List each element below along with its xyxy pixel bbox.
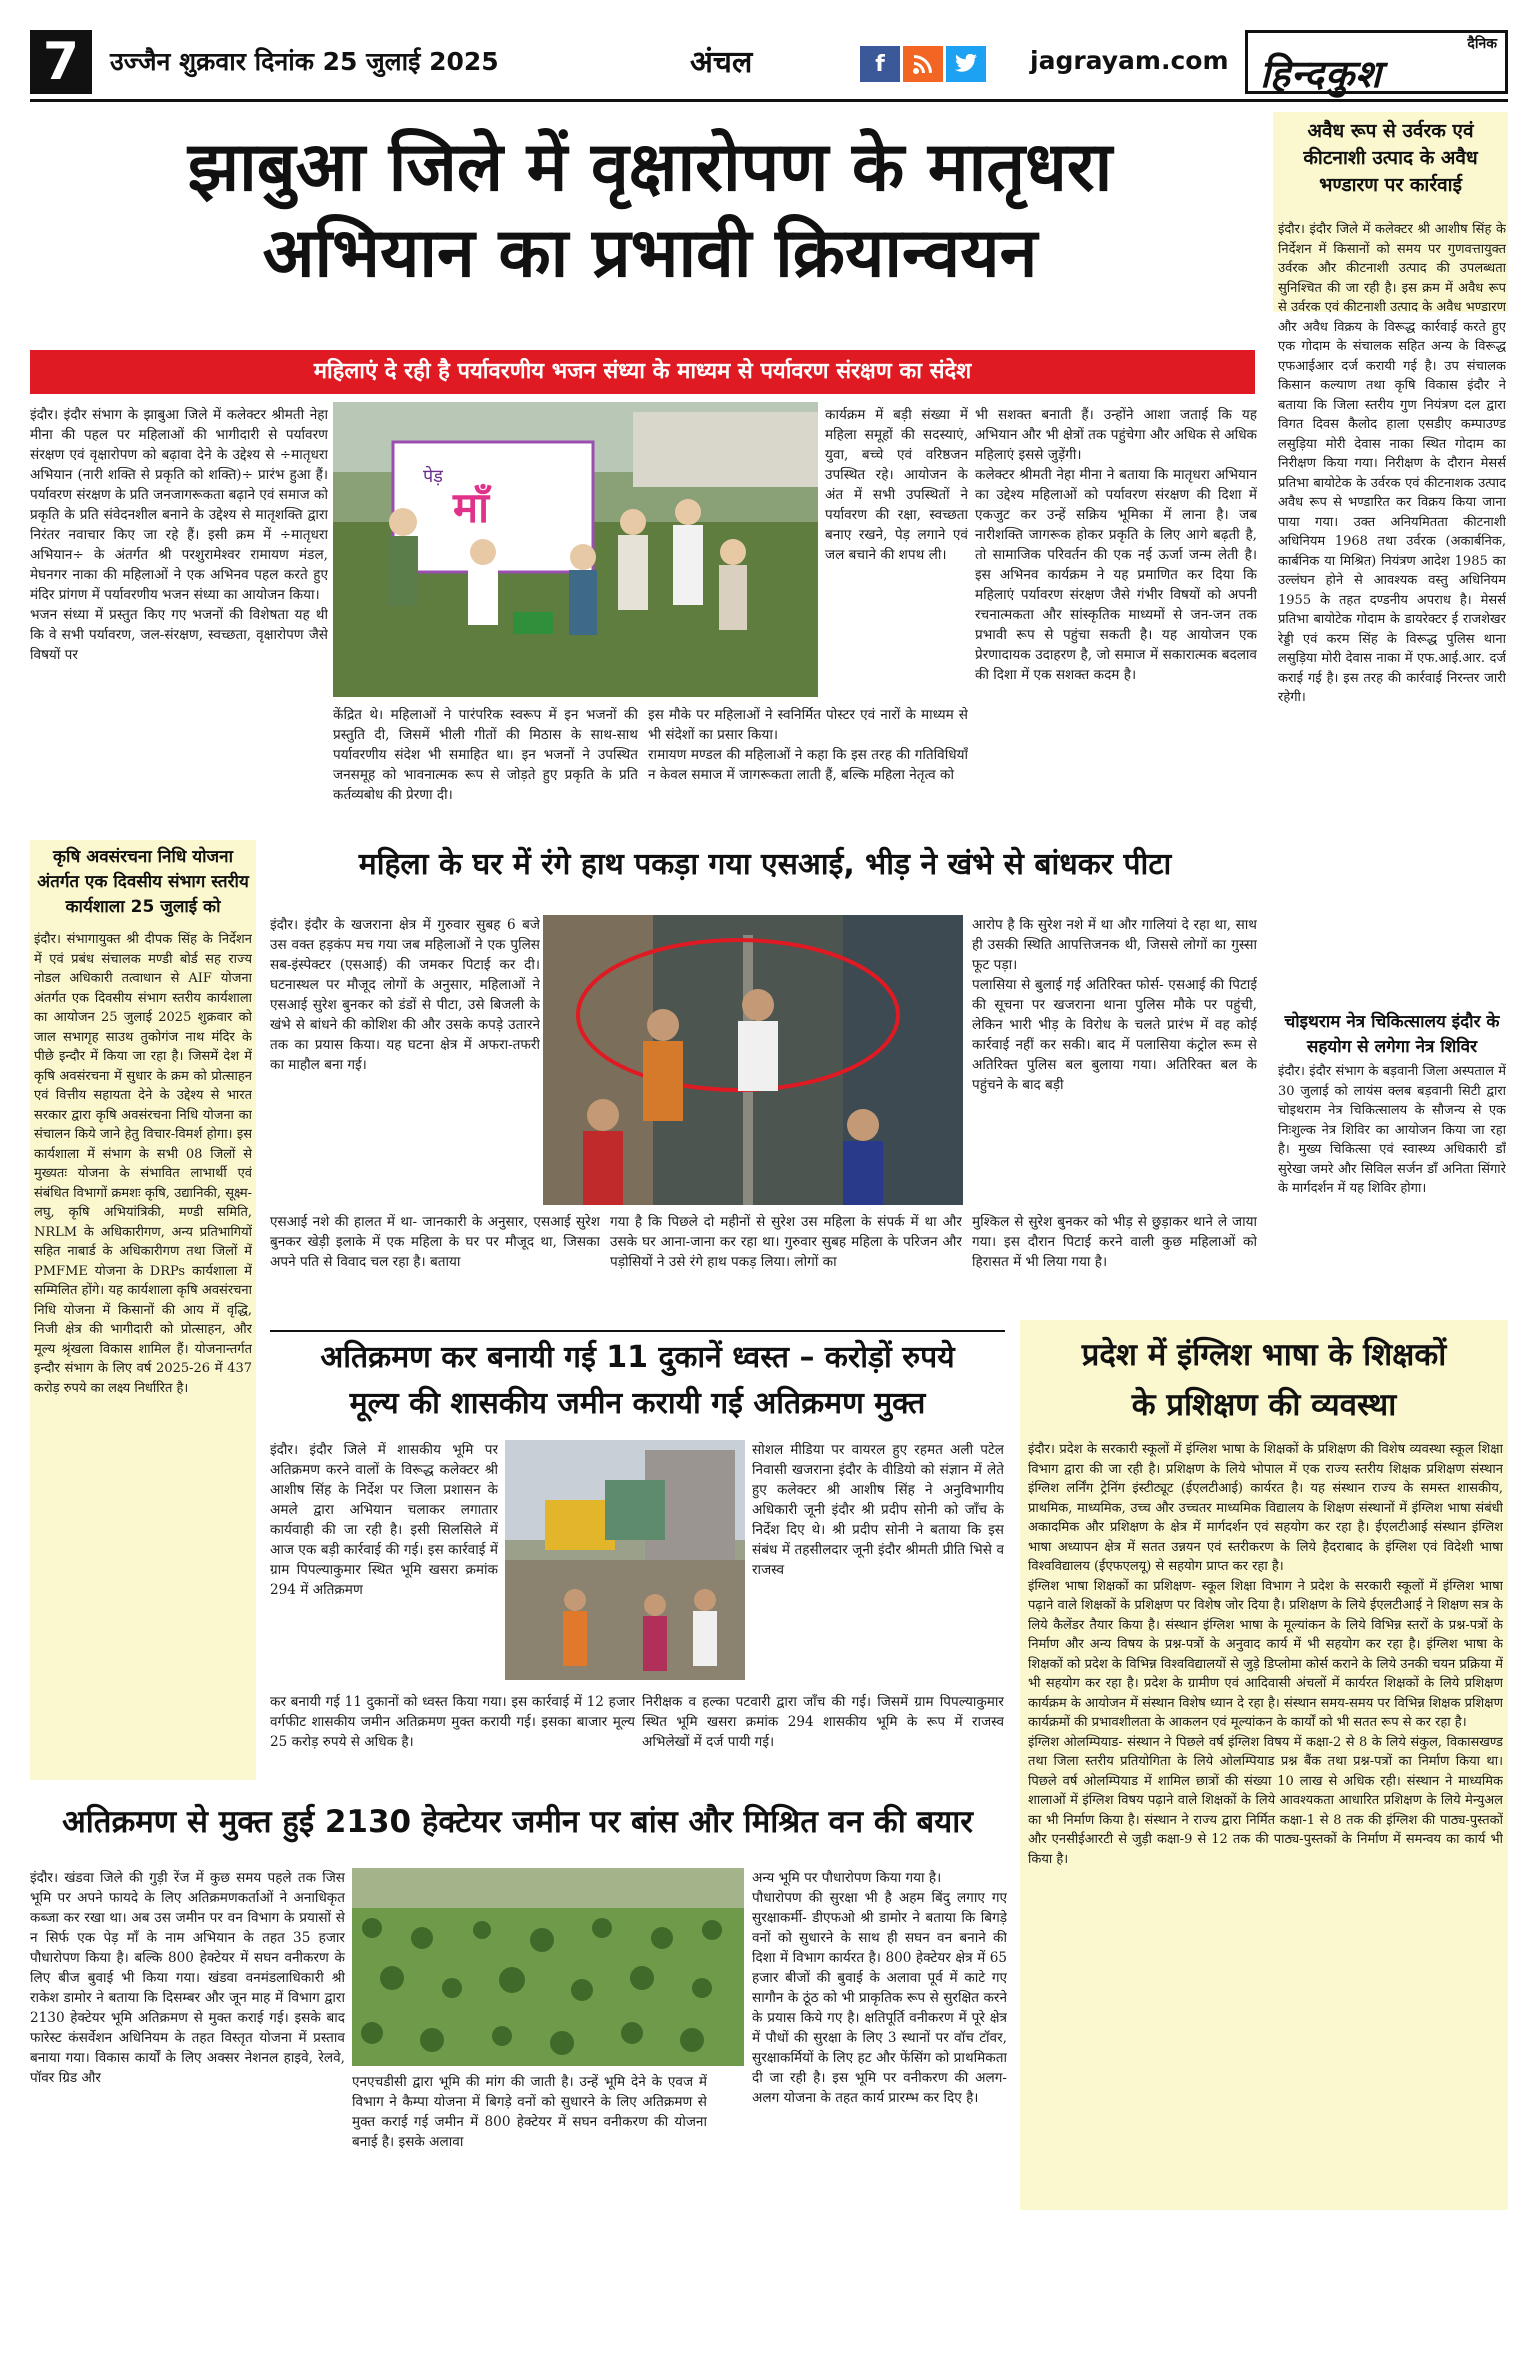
- lead-column-3-bottom: इस मौके पर महिलाओं ने स्वनिर्मित पोस्टर एवं नारों के माध्यम से भी संदेशों का प्रसार किया। रामायण मण्डल की महिलाओं ने कहा कि इस तरह की गतिविधियाँ न केवल समाज में जागरूकता लाती हैं, बल्कि महिला नेतृत्व को: [648, 707, 968, 783]
- facebook-icon[interactable]: f: [860, 46, 900, 82]
- si-story-column-2: गया है कि पिछले दो महीनों से सुरेश उस महिला के संपर्क में था और उसके घर आना-जाना कर रहा था। गुरुवार सुबह महिला के परिजन और पड़ोसियों ने उसे रंगे हाथ पकड़ लिया। लोगों का: [610, 1214, 962, 1270]
- demolition-illustration: [505, 1440, 745, 1680]
- si-story-column-3: आरोप है कि सुरेश नशे में था और गालियां दे रहा था, साथ ही उसकी स्थिति आपत्तिजनक थी, जिससे लोगों का गुस्सा फूट पड़ा। पलासिया से बुलाई गई अतिरिक्त फोर्स- एसआई की पिटाई की सूचना पर खजराना थाना पुलिस मौके पर पहुंची, लेकिन भारी भीड़ के विरोध के चलते प्रारंभ में वह कोई कार्रवाई नहीं कर सकी। बाद में पलासिया कंट्रोल रूम से अतिरिक्त पुलिस बल बुलाया गया। अतिरिक्त बल के पहुंचने के बाद बड़ी: [972, 917, 1257, 1093]
- agri-workshop-body: इंदौर। संभागायुक्त श्री दीपक सिंह के निर्देशन में एवं प्रबंध संचालक मण्डी बोर्ड सह राज्य नोडल अधिकारी तत्वाधान से AIF योजना अंतर्गत एक दिवसीय संभाग स्तरीय कार्यशाला का आयोजन 25 जुलाई 2025 शुक्रवार को जाल सभागृह साउथ तुकोगंज नाथ मंदिर के पीछे इन्दौर में किया जा रहा है। जिसमें देश में कृषि अवसंरचना में सुधार के क्रम को प्रोत्साहन एवं वित्तीय सहायता देने के उद्देश्य से भारत सरकार द्वारा कृषि अवसंरचना निधि योजना का संचालन किये जाने हेतु विचार-विमर्श होगा। इस कार्यशाला में संभाग के सभी 08 जिलों से मुख्यतः योजना के संभावित लाभार्थी एवं संबंधित विभागों क्रमशः कृषि, उद्यानिकी, सूक्ष्म-लघु, कृषि अभियांत्रिकी, मण्डी समिति, NRLM के अधिकारीगण, अन्य प्रतिभागियों सहित नाबार्ड के अधिकारीगण तथा जिलों में PMFME योजना के DRPs कार्यशाला में सम्मिलित होंगे। यह कार्यशाला कृषि अवसंरचना निधि योजना में किसानों की आय में वृद्धि, निजी क्षेत्र की भागीदारी को प्रोत्साहन, और मूल्य श्रृंखला विकास शामिल हैं। योजनान्तर्गत इन्दौर संभाग के लिए वर्ष 2025-26 में 437 करोड़ रुपये का लक्ष्य निर्धारित है।: [34, 932, 252, 1396]
- si-story-headline: महिला के घर में रंगे हाथ पकड़ा गया एसआई, भीड़ ने खंभे से बांधकर पीटा: [358, 847, 1172, 882]
- english-headline-line2: के प्रशिक्षण की व्यवस्था: [1131, 1387, 1397, 1423]
- brand-tag: दैनिक: [1467, 36, 1497, 52]
- lead-subhead: महिलाएं दे रही है पर्यावरणीय भजन संध्या के माध्यम से पर्यावरण संरक्षण का संदेश: [30, 350, 1255, 394]
- eye-camp-body: इंदौर। इंदौर संभाग के बड़वानी जिला अस्पताल में 30 जुलाई को लायंस क्लब बड़वानी सिटी द्वारा चोइथराम नेत्र चिकित्सालय के सौजन्य से एक निःशुल्क नेत्र शिविर का आयोजन किया जा रहा है। मुख्य चिकित्सा एवं स्वास्थ्य अधिकारी डॉं सुरेखा जमरे और सिविल सर्जन डॉं अनिता सिंगारे के मार्गदर्शन में यह शिविर होगा।: [1278, 1064, 1506, 1196]
- lead-column-3-top: कार्यक्रम में बड़ी संख्या में महिला समूहों की सदस्याएं, युवा, बच्चे एवं वरिष्ठजन उपस्थित रहे। आयोजन के अंत में सभी उपस्थितों ने पर्यावरण की रक्षा, स्वच्छता बनाए रखने, पेड़ लगाने एवं जल बचाने की शपथ ली।: [825, 407, 968, 563]
- divider: [270, 1330, 1005, 1332]
- si-story-photo: [543, 915, 963, 1205]
- english-story-headline: [1025, 1330, 1503, 1430]
- shops-headline-line2: मूल्य की शासकीय जमीन करायी गई अतिक्रमण मुक्त: [349, 1386, 926, 1421]
- shops-story-headline: [270, 1335, 1005, 1427]
- banner-text-mother: माँ: [453, 483, 489, 532]
- shops-headline-line1: अतिक्रमण कर बनायी गई 11 दुकानें ध्वस्त – करोड़ों रुपये: [320, 1340, 955, 1375]
- eye-camp-headline: चोइथराम नेत्र चिकित्सालय इंदौर के सहयोग से लगेगा नेत्र शिविर: [1284, 1012, 1500, 1057]
- forest-story-column-1: इंदौर। खंडवा जिले की गुड़ी रेंज में कुछ समय पहले तक जिस भूमि पर अपने फायदे के लिए अतिक्रमणकर्ताओं ने अनाधिकृत कब्जा कर रखा था। अब उस जमीन पर वन विभाग के प्रयासों से न सिर्फ एक पेड़ माँ के नाम अभियान के तहत 35 हजार पौधारोपण किया है। बल्कि 800 हेक्टेयर में सघन वनीकरण के लिए बीज बुवाई भी किया गया। खंडवा वनमंडलाधिकारी श्री राकेश डामोर ने बताया कि दिसम्बर और जून माह में विभाग द्वारा 2130 हेक्टेयर भूमि अतिक्रमण से मुक्त कराई गई। इसके बाद फारेस्ट कंसर्वेशन अधिनियम के तहत विस्तृत योजना में प्रस्ताव बनाया गया। विकास कार्यों के लिए अक्सर नेशनल हाइवे, रेलवे, पॉवर ग्रिड और: [30, 1870, 345, 2086]
- rss-icon[interactable]: [903, 46, 943, 82]
- lead-headline: [30, 125, 1270, 297]
- shops-story-column-3: सोशल मीडिया पर वायरल हुए रहमत अली पटेल निवासी खजराना इंदौर के वीडियो को संज्ञान में लेते हुए कलेक्टर श्री आशीष सिंह ने अनुविभागीय अधिकारी जूनी इंदौर श्री प्रदीप सोनी को जाँच के निर्देश दिए थे। श्री प्रदीप सोनी ने बताया कि इस संबंध में तहसीलदार जूनी इंदौर श्रीमती प्रीति भिसे व राजस्व: [752, 1442, 1004, 1578]
- forest-story-photo: [352, 1868, 744, 2066]
- si-story-column-1: इंदौर। इंदौर के खजराना क्षेत्र में गुरुवार सुबह 6 बजे उस वक्त हड़कंप मच गया जब महिलाओं ने एक पुलिस सब-इंस्पेक्टर (एसआई) की जमकर पिटाई कर दी। घटनास्थल पर मौजूद लोगों के अनुसार, महिलाओं ने एसआई सुरेश बुनकर को डंडों से पीटा, उसे बिजली के खंभे से बांधने की कोशिश की और उसके कपड़े उतारने तक का प्रयास किया। यह घटना क्षेत्र में अफरा-तफरी का माहौल बना गई।: [270, 917, 540, 1073]
- lead-photo-caption-column: केंद्रित थे। महिलाओं ने पारंपरिक स्वरूप में इन भजनों की प्रस्तुति दी, जिसमें भीली गीतों की मिठास के साथ-साथ पर्यावरणीय संदेश भी समाहित था। इन भजनों ने उपस्थित जनसमूह को भावनात्मक रूप से जोड़ते हुए प्रकृति के प्रति कर्तव्यबोध की प्रेरणा दी।: [333, 707, 638, 803]
- english-headline-line1: प्रदेश में इंग्लिश भाषा के शिक्षकों: [1081, 1337, 1447, 1373]
- forest-story-headline: अतिक्रमण से मुक्त हुई 2130 हेक्टेयर जमीन पर बांस और मिश्रित वन की बयार: [62, 1804, 973, 1840]
- shops-story-column-3b: निरीक्षक व हल्का पटवारी द्वारा जाँच की गई। जिसमें ग्राम पिपल्याकुमार स्थित भूमि खसरा क्रमांक 294 शासकीय भूमि के रूप में राजस्व अभिलेखों में दर्ज पायी गई।: [642, 1694, 1004, 1750]
- banner-text-tree: पेड़: [423, 466, 443, 487]
- lead-headline-line2: अभियान का प्रभावी क्रियान्वयन: [262, 214, 1038, 293]
- shops-story-column-wide: कर बनायी गई 11 दुकानों को ध्वस्त किया गया। इस कार्रवाई में 12 हजार वर्गफीट शासकीय जमीन अतिक्रमण मुक्त करायी गई। इसका बाजार मूल्य 25 करोड़ रुपये से अधिक है।: [270, 1694, 635, 1750]
- crowd-illustration: [543, 915, 963, 1205]
- page-number: 7: [30, 30, 92, 94]
- brand-name: हिन्दकुश: [1260, 52, 1382, 96]
- lead-column-4: भी सशक्त बनाती हैं। उन्होंने आशा जताई कि यह अभियान और भी क्षेत्रों तक पहुंचेगा और अधिक से अधिक महिलाएं इससे जुड़ेंगी। कलेक्टर श्रीमती नेहा मीना ने बताया कि मातृधरा अभियान का उद्देश्य महिलाओं को पर्यावरण संरक्षण की दिशा में एकजुट कर उन्हें सक्रिय भूमिका में लाना है। जब नारीशक्ति जागरूक होकर प्रकृति के लिए आगे बढ़ती है, तो सामाजिक परिवर्तन की एक नई ऊर्जा जन्म लेती है। इस अभिनव कार्यक्रम ने यह प्रमाणित कर दिया कि महिलाएं पर्यावरण संरक्षण जैसे गंभीर विषयों को अपनी रचनात्मकता और सांस्कृतिक माध्यमों से जन-जन तक प्रभावी रूप से पहुंचा सकती है। यह आयोजन एक प्रेरणादायक उदाहरण है, जो समाज में सकारात्मक बदलाव की दिशा में एक सशक्त कदम है।: [975, 407, 1257, 683]
- shops-story-photo: [505, 1440, 745, 1680]
- brand-logo: [1245, 30, 1508, 94]
- lead-headline-line1: झाबुआ जिले में वृक्षारोपण के मातृधरा: [187, 128, 1113, 207]
- fertilizer-story-headline: अवैध रूप से उर्वरक एवं कीटनाशी उत्पाद के अवैध भण्डारण पर कार्रवाई: [1303, 120, 1478, 196]
- website-link[interactable]: jagrayam.com: [1030, 46, 1229, 75]
- english-story-body: इंदौर। प्रदेश के सरकारी स्कूलों में इंग्लिश भाषा के शिक्षकों के प्रशिक्षण की विशेष व्यवस्था स्कूल शिक्षा विभाग द्वारा की जा रही है। प्रशिक्षण के लिये भोपाल में एक राज्य स्तरीय शिक्षक प्रशिक्षण संस्थान इंग्लिश लर्निंग ट्रेनिंग इंस्टीट्यूट (ईएलटीआई) कार्यरत है। यह संस्थान राज्य के समस्त शासकीय, प्राथमिक, माध्यमिक, उच्च और उच्चतर माध्यमिक विद्यालय के शिक्षण संस्थानों में इंग्लिश भाषा संबंधी अकादमिक और प्रशिक्षण के क्षेत्र में मार्गदर्शन एवं सहयोग कर रहा है। ईएलटीआई संस्थान इंग्लिश भाषा अध्यापन क्षेत्र में सतत उन्नयन एवं स्तरीकरण के लिये हैदराबाद के इंग्लिश एवं विदेशी भाषा विश्वविद्यालय (ईएफएलयू) से सहयोग प्राप्त कर रहा है। इंग्लिश भाषा शिक्षकों का प्रशिक्षण- स्कूल शिक्षा विभाग ने प्रदेश के सरकारी स्कूलों में इंग्लिश भाषा पढ़ाने वाले शिक्षकों के प्रशिक्षण पर विशेष जोर दिया है। प्रशिक्षण के लिये ईएलटीआई ने शिक्षण सत्र के लिये कैलेंडर तैयार किया है। संस्थान इंग्लिश भाषा के मूल्यांकन के लिये विभिन्न स्तरों के प्रश्न-पत्रों के निर्माण और अन्य विषय के प्रश्न-पत्रों के अनुवाद कार्य में भी सहयोग कर रहा है। इंग्लिश भाषा के शिक्षकों को प्रदेश के विभिन्न विश्वविद्यालयों से जुड़े डिप्लोमा कोर्स कराने के लिये उनकी चयन प्रक्रिया में भी सहयोग कर रहा है। प्रदेश के ग्रामीण एवं आदिवासी अंचलों में कार्यरत शिक्षकों के लिये प्रशिक्षण कार्यक्रम के आयोजन में संस्थान विशेष ध्यान दे रहा है। संस्थान समय-समय पर विभिन्न शिक्षक प्रशिक्षण कार्यक्रमों की प्रभावशीलता के आकलन एवं मूल्यांकन के कार्यों को भी सतत रूप से कर रहा है। इंग्लिश ओलम्पियाड- संस्थान ने पिछले वर्ष इंग्लिश विषय में कक्षा-2 से 8 के लिये संकुल, विकासखण्ड तथा जिला स्तरीय प्रतियोगिता के लिये ओलम्पियाड प्रश्न बैंक तथा प्रश्न-पत्रों का निर्माण किया था। पिछले वर्ष ओलम्पियाड में शामिल छात्रों की संख्या 10 लाख से अधिक रही। संस्थान ने माध्यमिक शालाओं में इंग्लिश विषय पढ़ाने वाले शिक्षकों के लिये आवश्यकता आधारित प्रशिक्षण के लिये मेन्युअल का भी निर्माण किया है। संस्थान ने राज्य द्वारा निर्मित कक्षा-1 से 8 तक की इंग्लिश की पाठ्य-पुस्तकों और एनसीईआरटी से जुड़ी कक्षा-9 से 12 तक की पाठ्य-पुस्तकों के निर्माण में समन्वय का कार्य भी किया है।: [1028, 1442, 1503, 1867]
- section-name: अंचल: [690, 45, 753, 80]
- social-links: [860, 46, 986, 82]
- lead-photo: [333, 402, 818, 697]
- fertilizer-story-body: इंदौर। इंदौर जिले में कलेक्टर श्री आशीष सिंह के निर्देशन में किसानों को समय पर गुणवत्तायुक्त उर्वरक और कीटनाशी उत्पाद की उपलब्धता सुनिश्चित की जा रही है। इस क्रम में अवैध रूप से उर्वरक एवं कीटनाशी उत्पाद के अवैध भण्डारण और अवैध विक्रय के विरूद्ध कार्रवाई करते हुए एक गोदाम के संचालक सहित अन्य के विरूद्ध एफआईआर दर्ज करायी गई है। उप संचालक किसान कल्याण तथा कृषि विकास इंदौर ने बताया कि जिला स्तरीय गुण नियंत्रण दल द्वारा विगत दिवस कैलोद हाला एसडीए कम्पाउण्ड लसुड़िया मोरी देवास नाका स्थित गोदाम का निरीक्षण किया गया। निरीक्षण के दौरान मेसर्स प्रतिभा बायोटेक के उर्वरक एवं कीटनाशक उत्पाद अवैध रूप से भण्डारित कर विक्रय किया जाना पाया गया। उक्त अनियमितता कीटनाशी अधिनियम 1968 तथा उर्वरक (अकार्बनिक, कार्बनिक या मिश्रित) नियंत्रण आदेश 1985 का उल्लंघन होने से आवश्यक वस्तु अधिनियम 1955 के तहत दण्डनीय अपराध है। मेसर्स प्रतिभा बायोटेक गोदाम के डायरेक्टर ई राजशेखर रेड्डी एवं करम सिंह के विरूद्ध पुलिस थाना लसुड़िया मोरी देवास नाका में एफ.आई.आर. दर्ज कराई गई है। इस तरह की कार्रवाई निरन्तर जारी रहेगी।: [1278, 222, 1506, 705]
- shops-story-column-1: इंदौर। इंदौर जिले में शासकीय भूमि पर अतिक्रमण करने वालों के विरूद्ध कलेक्टर श्री आशीष सिंह के निर्देश पर जिला प्रशासन के अमले द्वारा अभियान चलाकर लगातार कार्यवाही की जा रही है। इसी सिलसिले में आज एक बड़ी कार्रवाई की गई। इस कार्रवाई में ग्राम पिपल्याकुमार स्थित भूमि खसरा क्रमांक 294 में अतिक्रमण: [270, 1442, 498, 1598]
- masthead: [30, 30, 1508, 102]
- dateline: उज्जैन शुक्रवार दिनांक 25 जुलाई 2025: [110, 47, 499, 76]
- twitter-icon[interactable]: [946, 46, 986, 82]
- forest-story-column-2: एनएचडीसी द्वारा भूमि की मांग की जाती है। उन्हें भूमि देने के एवज में विभाग ने कैम्पा योजना में बिगड़े वनों को सुधारने के लिए अतिक्रमण से मुक्त कराई गई जमीन में 800 हेक्टेयर में सघन वनीकरण की योजना बनाई है। इसके अलावा: [352, 2074, 707, 2150]
- si-story-column-3b: मुश्किल से सुरेश बुनकर को भीड़ से छुड़ाकर थाने ले जाया गया। इस दौरान पिटाई करने वाली कुछ महिलाओं को हिरासत में भी लिया गया है।: [972, 1214, 1257, 1270]
- lead-column-1: इंदौर। इंदौर संभाग के झाबुआ जिले में कलेक्टर श्रीमती नेहा मीना की पहल पर महिलाओं की भागीदारी से पर्यावरण संरक्षण एवं वृक्षारोपण को बढ़ावा देने के उद्देश्य से ÷मातृधरा अभियान (नारी शक्ति से प्रकृति को शक्ति)÷ प्रारंभ हुआ हैं। पर्यावरण संरक्षण के प्रति जनजागरूकता बढ़ाने एवं समाज को प्रकृति के प्रति संवेदनशील बनाने के उद्देश्य से मातृशक्ति द्वारा निरंतर नवाचार किए जा रहे हैं। इसी क्रम में ÷मातृधरा अभियान÷ के अंतर्गत श्री परशुरामेश्वर रामायण मंडल, मेघनगर नाका की महिलाओं ने एक अभिनव पहल करते हुए मंदिर प्रांगण में पर्यावरणीय भजन संध्या का आयोजन किया। भजन संध्या में प्रस्तुत किए गए भजनों की विशेषता यह थी कि वे सभी पर्यावरण, जल-संरक्षण, स्वच्छता, वृक्षारोपण जैसे विषयों पर: [30, 407, 328, 663]
- agri-workshop-headline: कृषि अवसंरचना निधि योजना अंतर्गत एक दिवसीय संभाग स्तरीय कार्यशाला 25 जुलाई को: [37, 847, 249, 917]
- si-story-column-1b: एसआई नशे की हालत में था- जानकारी के अनुसार, एसआई सुरेश बुनकर खेड़ी इलाके में एक महिला के घर पर मौजूद था, जिसका अपने पति से विवाद चल रहा है। बताया: [270, 1214, 600, 1270]
- tree-planting-illustration: [333, 402, 818, 697]
- plantation-illustration: [352, 1868, 744, 2066]
- forest-story-column-3: अन्य भूमि पर पौधारोपण किया गया है। पौधारोपण की सुरक्षा भी है अहम बिंदु लगाए गए सुरक्षाकर्मी- डीएफओ श्री डामोर ने बताया कि बिगड़े वनों को सुधारने के साथ ही सघन वन बनाने की दिशा में विभाग कार्यरत है। 800 हेक्टेयर क्षेत्र में 65 हजार बीजों की बुवाई के अलावा पूर्व में काटे गए सागौन के ठूंठ को भी प्राकृतिक रूप से सुरक्षित करने के प्रयास किये गए है। क्षतिपूर्ति वनीकरण में पूरे क्षेत्र में पौधों की सुरक्षा के लिए 3 स्थानों पर वॉच टॉवर, सुरक्षाकर्मियों के लिए हट और फेंसिंग को प्राथमिकता दी जा रही है। इस भूमि पर वनीकरण की अलग-अलग योजना के तहत कार्य प्रारम्भ कर दिए है।: [752, 1870, 1007, 2106]
